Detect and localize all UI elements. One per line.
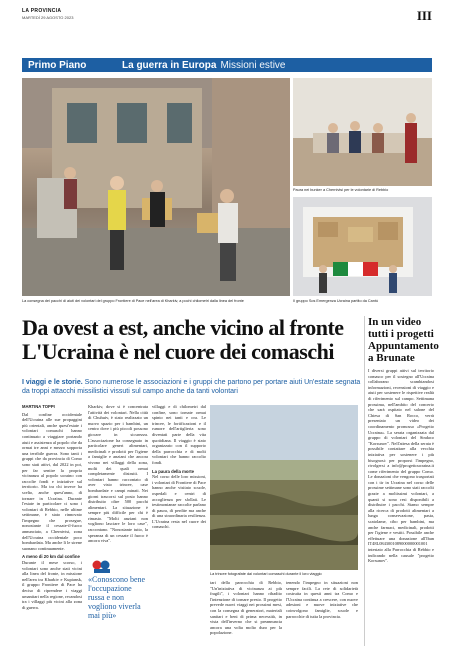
article-column-1-text: Dal confine occidentale dell'Ucraina alle sue propaggini più orientali, anche quest'estate i volontari comaschi hanno continuato a viaggiare portando aiuti e assistenza al popolo che da ormai tre anni e mezzo sopporta una terribile guerra. Sono tanti i gruppi che da provincia di Como sono stati attivi, dal 2022 in poi, per far sentire la propria vicinanza al popolo ucraino con raccolte fondi e iniziative sul territorio. Ma tra chi invece ha scelto, anche quest'anno, di tornare in Ucraina. Durante l'estate in particolare ci sono i volontari di Rebbio, nelle ultime settimane, è stato rinnovato l'impegno che prosegue, nonostante il cessate-il-fuoco annunciato, a Chernivtsi, zona dell'Ucraina occidentale poco bombardata. Ma anche lì le sirene suonano continuamente. bbox=[22, 411, 82, 551]
caption-bunker-photo: Paura nei bunker a Chernivtsi per le volontarie di Rebbio bbox=[293, 188, 389, 192]
deck-lead: I viaggi e le storie. bbox=[22, 379, 83, 386]
photo-trenches bbox=[210, 405, 358, 570]
quote-icon bbox=[92, 560, 112, 574]
publication-name: LA PROVINCIA bbox=[22, 8, 62, 14]
subhead-confine: A meno di 20 km dal confine bbox=[22, 554, 80, 560]
photo-aid-delivery bbox=[22, 78, 290, 296]
photo-bunker bbox=[293, 78, 432, 186]
article-column-1 bbox=[22, 404, 82, 650]
photo-bunker-illustration bbox=[293, 78, 432, 186]
sidebar-title: In un video tutti i progetti Appuntamento a Brunate bbox=[368, 316, 439, 364]
article-column-1b-text: Durante il mese scorso, i volontari sono anche stati vicini alla linea del fronte, in missione nell'area tra Kharkiv e Kupiansk, il gruppo Frontiere di Pace ha deciso di riprendere i viaggi umanitari nella regione, recandosi tra i villaggi più vicini alla zona di guerra. bbox=[22, 560, 82, 610]
caption-truck-photo: Il gruppo Sos Emergenza Ucraina partito da Cantù bbox=[293, 299, 379, 303]
headline bbox=[22, 316, 362, 364]
photo-truck bbox=[293, 197, 432, 296]
sidebar-body: I diversi gruppi attivi sul territorio comasco per il sostegno all'Ucraina collaborano scambiandosi informazioni, recensioni di viaggio e aiuti per sostenere le rispettive realtà di riferimento sul campo. Settimana prossima, nell'ambito del concerto che sarà ospitato nel salone del Chiesa di San Rocco, verrà presentato un video dei coordinamento promosso «Progetto Ucraina». La serata organizzata dal gruppo di volontari del Sindaco "Korsunov". Nell'attesa della serata è possibile contattare alla vecchia iniziativa per sostenere i più bisognosi: per proporsi l'impegno, rivolgersi a info@progettoucraina.it come riferimento del gruppo Como. Le donazioni che vengono trasportati con i tir in Ucraina nel corso delle prossime settimane sono stati raccolti grazie a moltissimi volontari, a quanti si sono resi disponibili a distribuire i pacchi. Siamo sempre alla ricerca di prodotti alimentari a lunga conservazione, pasta, scatolame, cibo per bambini, ma anche farmaci, medicinali, prodotti per l'igiene e vestiti. Possibile anche effettuare una donazione all'Iban IT48L0843001089000000001001 intestato alla Parrocchia di Rebbio e indicando nella causale "progetto Korsunov". bbox=[368, 368, 434, 564]
issue-date: MARTEDÌ 29 AGOSTO 2023 bbox=[22, 15, 74, 20]
deck bbox=[22, 378, 362, 396]
article-column-3-text: villaggi e di chilometri dal confine, sono tornate ormai spinto nei tanti e ora. Le trincee, le fortificazioni e il rumore dell'artiglieria sono diventati parte della vita quotidiana. Il viaggio è stato organizzato con il supporto della parrocchia e di molti volontari che hanno raccolto fondi. bbox=[152, 404, 206, 465]
photo-aid-delivery-illustration bbox=[22, 78, 290, 296]
byline: MARTINA TOPPI bbox=[22, 404, 55, 409]
article-column-2: Kharkiv, dove si è concentrata l'attività dei volontari. Nella città di Chuhuiv, è stato realizzato un nuovo spazio per i bambini, un centro dove i più piccoli possono giocare in sicurezza. L'associazione ha consegnato in particolare generi alimentari, medicinali e prodotti per l'igiene a famiglie e anziani che ancora vivono nei villaggi della zona, molti dei quali ormai completamente distrutti. I volontari hanno raccontato di aver visto trincee, case bombardate e campi minati. Nei giorni trascorsi sul posto hanno distribuito oltre 500 pacchi alimentari. La situazione è sempre più difficile per chi è rimasto. "Molti anziani non vogliono lasciare le loro case", raccontano. "Nonostante tutto, la speranza di un cessate il fuoco è ancora viva". bbox=[88, 404, 148, 544]
section-bar bbox=[22, 58, 432, 72]
article-column-4: tari della parrocchia di Rebbio, "Un'iniziativa di vicinanza ai più fragili", i volontari hanno ribadito l'intenzione di tornare presto. Il progetto prevede nuovi viaggi nei prossimi mesi, con la consegna di generatori, materiali sanitari e beni di prima necessità, in vista dell'inverno che si preannuncia ancora una volta molto duro per la popolazione. bbox=[210, 580, 282, 636]
page-number: III bbox=[416, 8, 432, 23]
caption-main-photo: La consegna dei pacchi di aiuti dei volontari del gruppo Frontiere di Pace nell'area di Kharkiv, a pochi chilometri dalla linea del fronte bbox=[22, 299, 244, 303]
caption-field-photo: La trincee fotografate dai volontari comaschi durante il loro viaggio bbox=[210, 572, 322, 576]
deck-text: Sono numerose le associazioni e i gruppi che partono per portare aiuti Un'estate segnata da troppi attacchi missilistici vissuti sul campo anche da tanti volontari bbox=[22, 379, 361, 395]
photo-trenches-illustration bbox=[210, 405, 358, 570]
headline-line-2: L'Ucraina è nel cuore dei comaschi bbox=[22, 339, 334, 364]
column-divider bbox=[364, 316, 365, 646]
section-subtopic: Missioni estive bbox=[220, 59, 286, 71]
pull-quote: «Conoscono bene l'occupazione russa e non vogliono viverla mai più» bbox=[88, 575, 146, 620]
section-name: Primo Piano bbox=[28, 59, 87, 71]
headline-line-1: Da ovest a est, anche vicino al fronte bbox=[22, 315, 344, 340]
article-column-3 bbox=[152, 404, 206, 650]
section-topic: La guerra in Europa bbox=[122, 59, 217, 71]
masthead bbox=[22, 8, 432, 26]
article-column-5: tenendo l'impegno in situazioni non sempre facili. La rete di solidarietà costruita in questi anni tra Como e l'Ucraina continua a crescere, con nuove adesioni e nuove iniziative che coinvolgono famiglie, scuole e parrocchie di tutta la provincia. bbox=[286, 580, 358, 619]
article-column-3b-text: Nel corso delle loro missioni, i volontari di Frontiere di Pace hanno anche visitato scuole, ospedali e centri di accoglienza per sfollati. Le testimonianze raccolte parlano di paura, di perdite ma anche di una straordinaria resilienza. L'Ucraina resta nel cuore dei comaschi. bbox=[152, 474, 206, 530]
photo-truck-illustration bbox=[293, 197, 432, 296]
subhead-paura: La paura della morte bbox=[152, 468, 195, 474]
